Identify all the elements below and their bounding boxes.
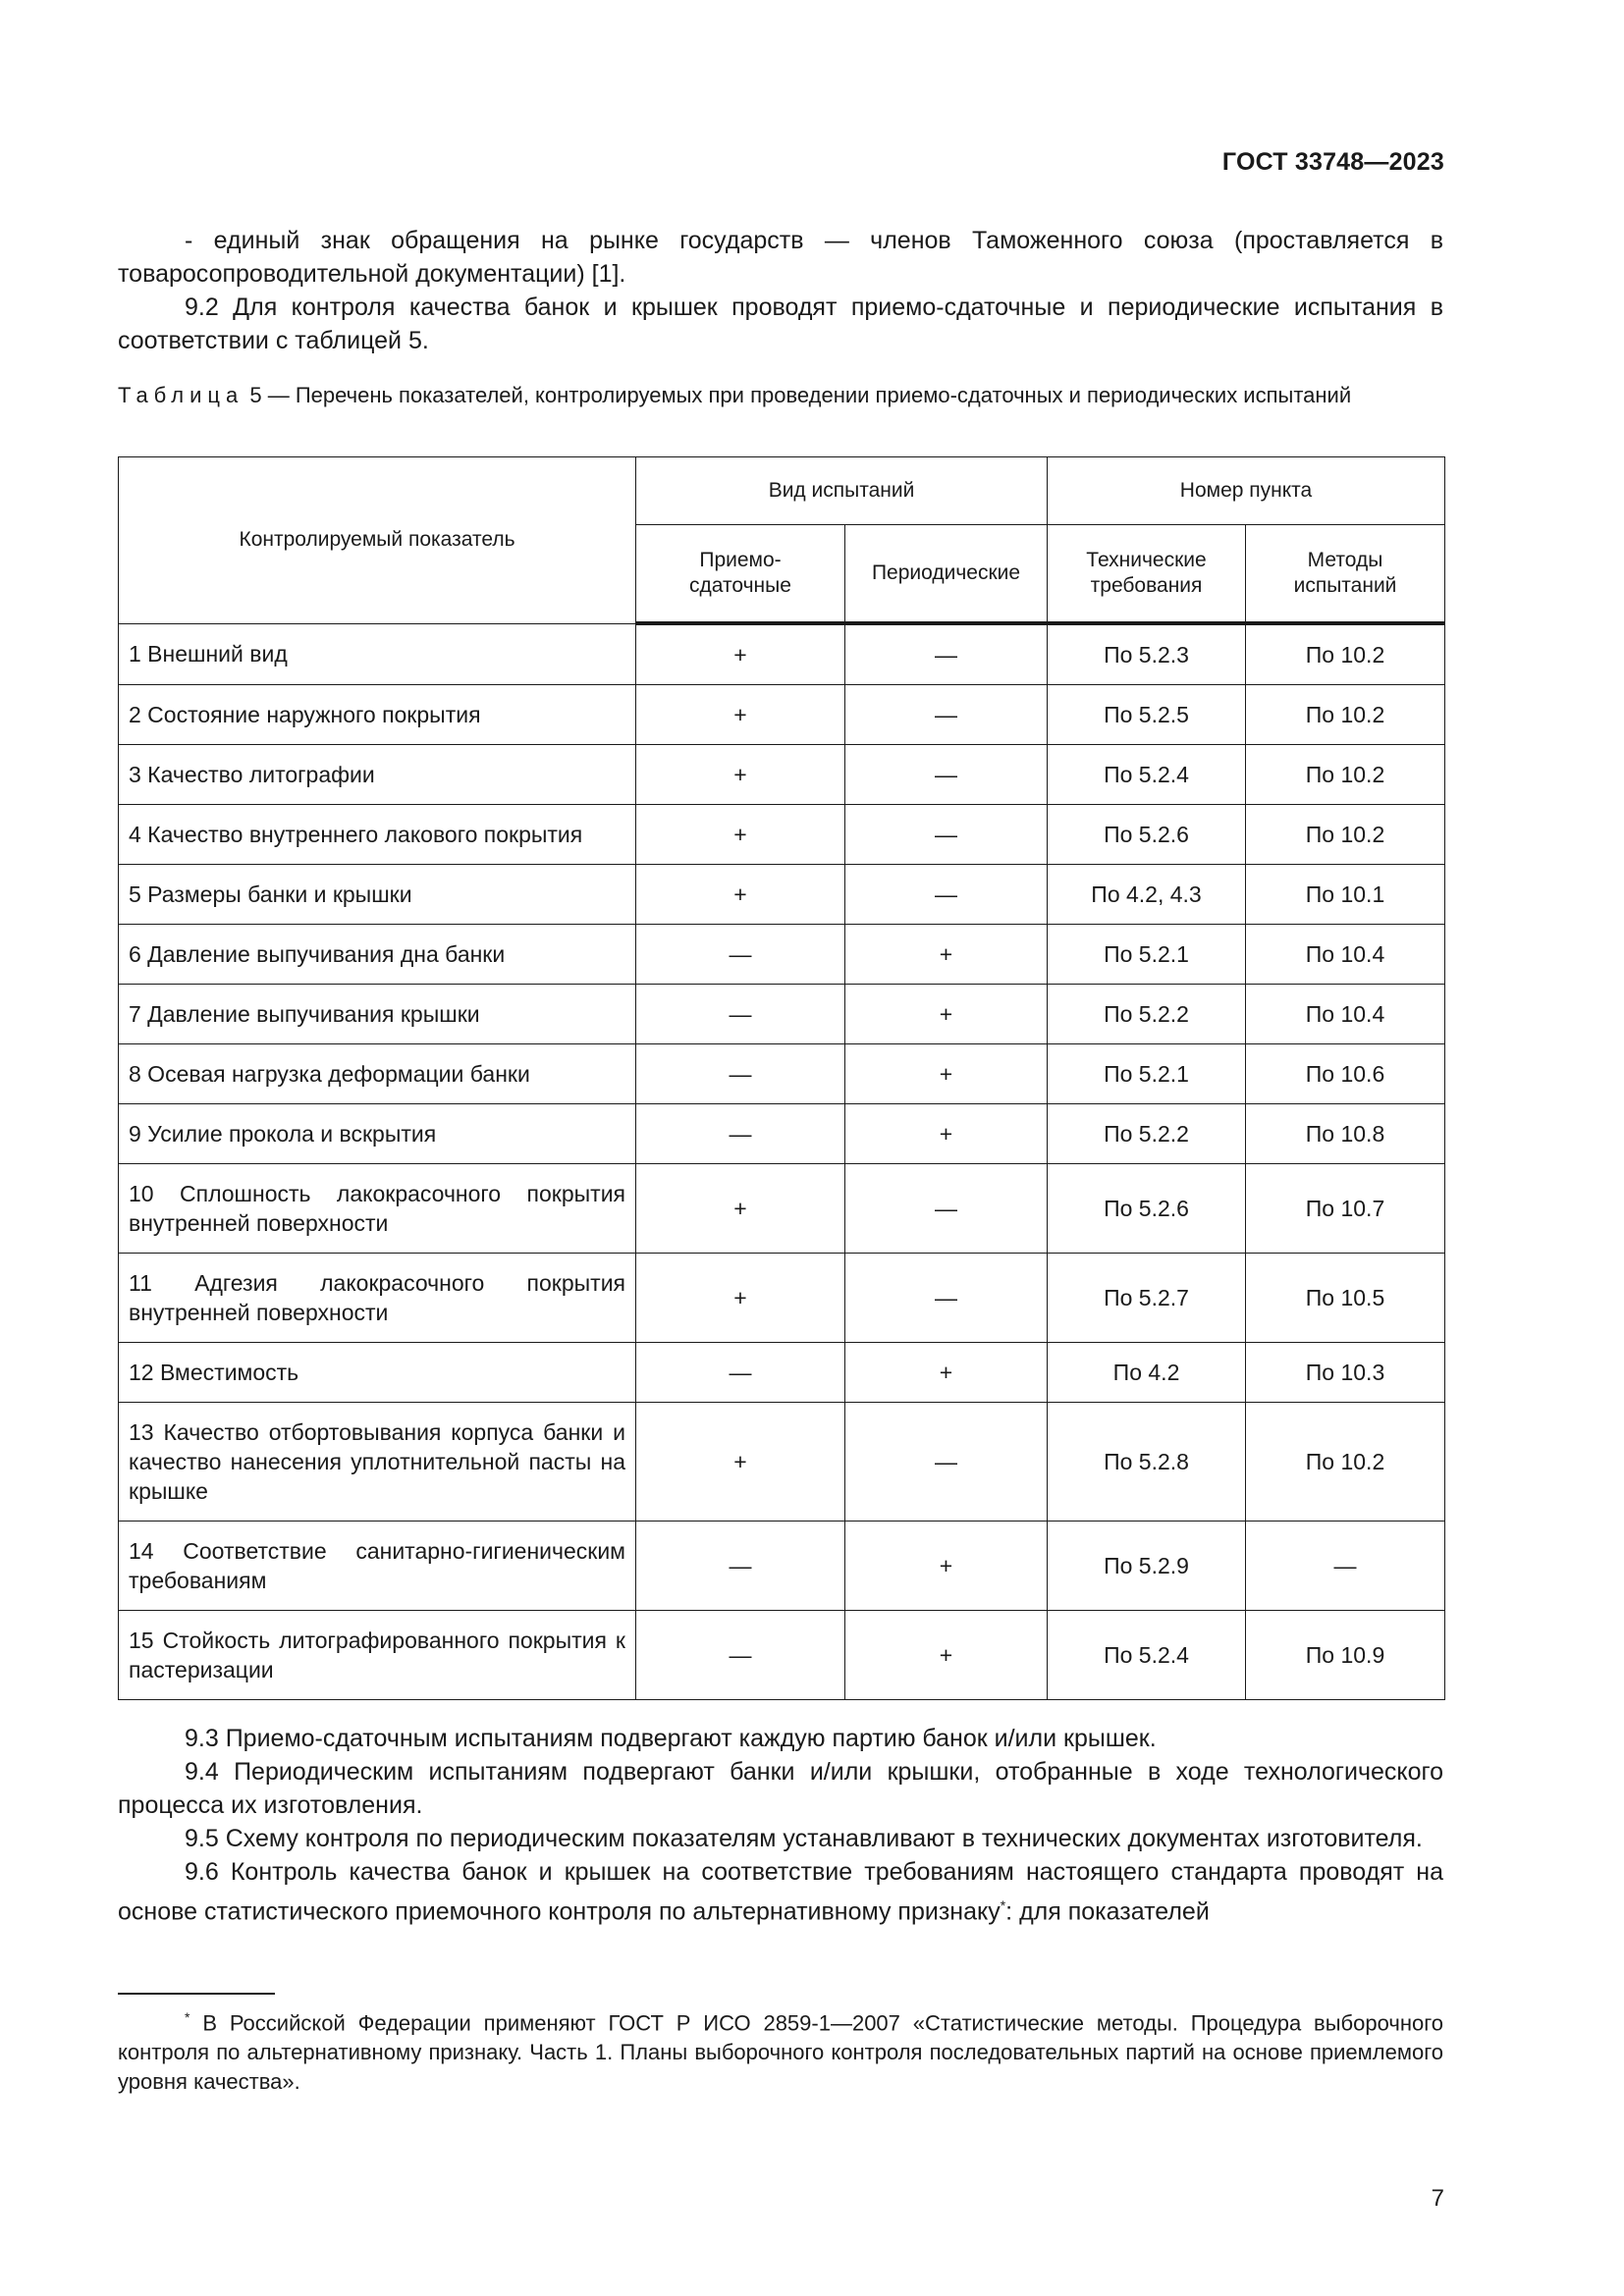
- row-method: По 10.1: [1246, 865, 1445, 925]
- header-item-number: Номер пункта: [1048, 457, 1445, 525]
- header-indicator: Контролируемый показатель: [119, 457, 636, 624]
- row-periodic: +: [845, 1611, 1048, 1700]
- row-method: По 10.2: [1246, 685, 1445, 745]
- row-periodic: —: [845, 865, 1048, 925]
- table-caption: [118, 381, 1443, 409]
- table-row: [119, 1522, 1445, 1611]
- row-indicator: 14 Соответствие санитарно-гигиеническим требованиям: [119, 1522, 636, 1611]
- row-method: По 10.7: [1246, 1164, 1445, 1254]
- row-periodic: —: [845, 805, 1048, 865]
- row-indicator: 3 Качество литографии: [119, 745, 636, 805]
- row-tech: По 5.2.6: [1048, 1164, 1246, 1254]
- row-indicator: 6 Давление выпучивания дна банки: [119, 925, 636, 985]
- table-row: [119, 1254, 1445, 1343]
- footnote-paragraph: [118, 2002, 1443, 2097]
- paragraph-9-4: 9.4 Периодическим испытаниям подвергают банки и/или крышки, отобранные в ходе технологического процесса их изготовления.: [118, 1758, 1443, 1819]
- table-row: [119, 1044, 1445, 1104]
- footnote-text: В Российской Федерации применяют ГОСТ Р ИСО 2859-1—2007 «Статистические методы. Процедура выборочного контроля по альтернативному признаку. Часть 1. Планы выборочного контроля последовательных партий на основе приемлемого уровня качества».: [118, 2010, 1443, 2095]
- footnote-mark: *: [185, 2009, 190, 2025]
- row-indicator: 10 Сплошность лакокрасочного покрытия внутренней поверхности: [119, 1164, 636, 1254]
- row-tech: По 5.2.9: [1048, 1522, 1246, 1611]
- header-test-type: Вид испытаний: [636, 457, 1048, 525]
- row-periodic: —: [845, 1254, 1048, 1343]
- paragraph-market-mark: - единый знак обращения на рынке государств — членов Таможенного союза (проставляется в товаросопроводительной документации) [1].: [118, 227, 1443, 288]
- row-method: По 10.9: [1246, 1611, 1445, 1700]
- row-indicator: 12 Вместимость: [119, 1343, 636, 1403]
- header-tech-requirements: Технические требования: [1048, 525, 1246, 624]
- row-periodic: +: [845, 925, 1048, 985]
- row-acceptance: +: [636, 685, 845, 745]
- row-method: По 10.2: [1246, 805, 1445, 865]
- row-indicator: 13 Качество отбортовывания корпуса банки и качество нанесения уплотнительной пасты на крышке: [119, 1403, 636, 1522]
- paragraph-9-6: [118, 1855, 1443, 1928]
- row-method: По 10.8: [1246, 1104, 1445, 1164]
- table-row: [119, 1164, 1445, 1254]
- table-row: [119, 985, 1445, 1044]
- row-method: —: [1246, 1522, 1445, 1611]
- row-tech: По 5.2.1: [1048, 925, 1246, 985]
- row-acceptance: +: [636, 1254, 845, 1343]
- row-indicator: 2 Состояние наружного покрытия: [119, 685, 636, 745]
- row-tech: По 5.2.7: [1048, 1254, 1246, 1343]
- row-acceptance: +: [636, 1164, 845, 1254]
- row-acceptance: +: [636, 623, 845, 685]
- paragraph-9-2: 9.2 Для контроля качества банок и крышек проводят приемо-сдаточные и периодические испытания в соответствии с таблицей 5.: [118, 294, 1443, 354]
- table-caption-text: 5 — Перечень показателей, контролируемых при проведении приемо-сдаточных и периодических испытаний: [244, 383, 1352, 407]
- row-periodic: —: [845, 1164, 1048, 1254]
- paragraph-9-6-text: 9.6 Контроль качества банок и крышек на соответствие требованиям настоящего стандарта проводят на основе статистического приемочного контроля по альтернативному признаку: [118, 1858, 1443, 1926]
- row-method: По 10.2: [1246, 1403, 1445, 1522]
- page-number: 7: [1431, 2185, 1444, 2212]
- row-tech: По 5.2.4: [1048, 745, 1246, 805]
- row-tech: По 5.2.2: [1048, 1104, 1246, 1164]
- row-tech: По 4.2: [1048, 1343, 1246, 1403]
- row-acceptance: —: [636, 925, 845, 985]
- row-indicator: 8 Осевая нагрузка деформации банки: [119, 1044, 636, 1104]
- row-acceptance: —: [636, 1611, 845, 1700]
- footnote: [118, 2002, 1443, 2097]
- row-method: По 10.4: [1246, 985, 1445, 1044]
- row-periodic: +: [845, 1522, 1048, 1611]
- table-row: [119, 1343, 1445, 1403]
- row-acceptance: +: [636, 805, 845, 865]
- row-periodic: +: [845, 985, 1048, 1044]
- row-acceptance: —: [636, 1104, 845, 1164]
- row-acceptance: —: [636, 985, 845, 1044]
- paragraph-9-5: 9.5 Схему контроля по периодическим показателям устанавливают в технических документах изготовителя.: [185, 1825, 1423, 1852]
- row-periodic: +: [845, 1343, 1048, 1403]
- row-method: По 10.4: [1246, 925, 1445, 985]
- table-row: [119, 865, 1445, 925]
- paragraph-9-3: 9.3 Приемо-сдаточным испытаниям подвергают каждую партию банок и/или крышек.: [185, 1725, 1157, 1752]
- row-indicator: 9 Усилие прокола и вскрытия: [119, 1104, 636, 1164]
- row-acceptance: +: [636, 745, 845, 805]
- table-row: [119, 925, 1445, 985]
- row-indicator: 11 Адгезия лакокрасочного покрытия внутренней поверхности: [119, 1254, 636, 1343]
- row-method: По 10.3: [1246, 1343, 1445, 1403]
- row-tech: По 4.2, 4.3: [1048, 865, 1246, 925]
- row-indicator: 1 Внешний вид: [119, 623, 636, 685]
- row-acceptance: +: [636, 865, 845, 925]
- table-row: [119, 1104, 1445, 1164]
- row-acceptance: —: [636, 1044, 845, 1104]
- row-acceptance: —: [636, 1343, 845, 1403]
- intro-section: [118, 224, 1443, 357]
- row-tech: По 5.2.3: [1048, 623, 1246, 685]
- row-method: По 10.2: [1246, 623, 1445, 685]
- row-indicator: 7 Давление выпучивания крышки: [119, 985, 636, 1044]
- document-header: ГОСТ 33748—2023: [1221, 148, 1444, 176]
- row-periodic: —: [845, 685, 1048, 745]
- header-acceptance: Приемо- сдаточные: [636, 525, 845, 624]
- table-row: [119, 1403, 1445, 1522]
- table-row: [119, 685, 1445, 745]
- table-caption-word: Таблица: [118, 383, 244, 407]
- row-method: По 10.2: [1246, 745, 1445, 805]
- row-tech: По 5.2.2: [1048, 985, 1246, 1044]
- header-periodic: Периодические: [845, 525, 1048, 624]
- after-table-section: [118, 1722, 1443, 1928]
- tests-table: [118, 456, 1445, 1700]
- row-method: По 10.5: [1246, 1254, 1445, 1343]
- row-tech: По 5.2.8: [1048, 1403, 1246, 1522]
- header-test-methods: Методы испытаний: [1246, 525, 1445, 624]
- footnote-reference: *: [1000, 1897, 1006, 1913]
- row-indicator: 4 Качество внутреннего лакового покрытия: [119, 805, 636, 865]
- row-periodic: +: [845, 1104, 1048, 1164]
- row-tech: По 5.2.5: [1048, 685, 1246, 745]
- row-periodic: —: [845, 623, 1048, 685]
- row-indicator: 15 Стойкость литографированного покрытия к пастеризации: [119, 1611, 636, 1700]
- table-row: [119, 805, 1445, 865]
- row-method: По 10.6: [1246, 1044, 1445, 1104]
- row-acceptance: +: [636, 1403, 845, 1522]
- row-acceptance: —: [636, 1522, 845, 1611]
- table-row: [119, 623, 1445, 685]
- row-tech: По 5.2.6: [1048, 805, 1246, 865]
- paragraph-9-6-tail: : для показателей: [1005, 1897, 1210, 1926]
- table-row: [119, 745, 1445, 805]
- row-periodic: —: [845, 745, 1048, 805]
- row-periodic: +: [845, 1044, 1048, 1104]
- row-indicator: 5 Размеры банки и крышки: [119, 865, 636, 925]
- footnote-divider: [118, 1993, 275, 1995]
- row-periodic: —: [845, 1403, 1048, 1522]
- row-tech: По 5.2.1: [1048, 1044, 1246, 1104]
- table-row: [119, 1611, 1445, 1700]
- row-tech: По 5.2.4: [1048, 1611, 1246, 1700]
